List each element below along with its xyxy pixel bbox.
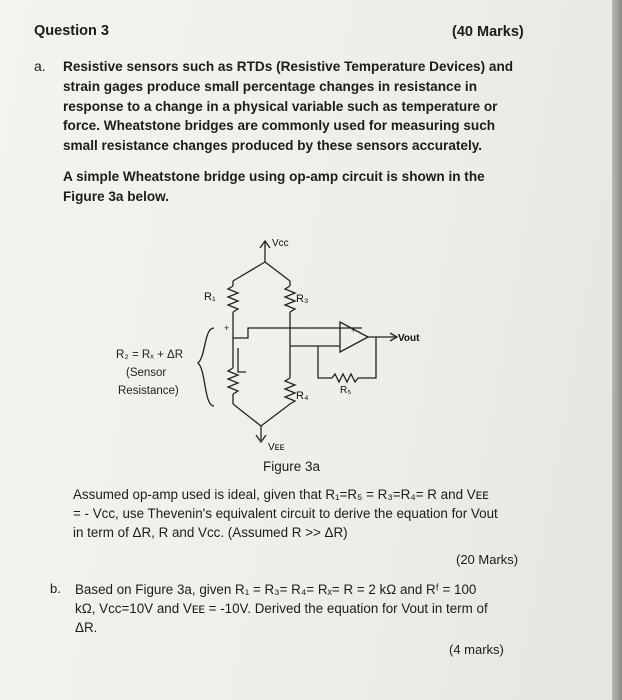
part-a-task <box>73 485 543 542</box>
text-line: in term of ΔR, R and Vcc. (Assumed R >> ΔR) <box>73 525 348 540</box>
figure-caption: Figure 3a <box>263 459 321 474</box>
text-line: Based on Figure 3a, given R₁ = R₃= R₄= Rₓ= R = 2 kΩ and Rᶠ = 100 <box>75 582 477 597</box>
vee-label: Vᴇᴇ <box>268 442 285 453</box>
vcc-label: Vcc <box>272 238 289 249</box>
part-b-paragraph <box>75 580 545 637</box>
r1-resistor <box>228 286 238 312</box>
text-line: kΩ, Vcc=10V and Vᴇᴇ = -10V. Derived the equation for Vout in term of <box>75 601 488 616</box>
vout-label: Vout <box>398 333 420 344</box>
part-b-marks: (4 marks) <box>449 642 504 657</box>
paper-edge <box>612 0 622 700</box>
r5-label: R₅ <box>340 385 352 396</box>
wire-bottom-left <box>233 404 261 426</box>
question-title: Question 3 <box>34 23 109 39</box>
r5-resistor <box>332 374 358 382</box>
text-line: A simple Wheatstone bridge using op-amp circuit is shown in the <box>63 169 485 184</box>
part-b-label: b. <box>50 581 61 596</box>
text-line: Assumed op-amp used is ideal, given that R₁=R₅ = R₃=R₄= R and Vᴇᴇ <box>73 487 489 502</box>
wire-feedback-right <box>358 337 376 378</box>
r3-resistor <box>285 286 295 312</box>
text-line: = - Vcc, use Thevenin's equivalent circuit to derive the equation for Vout <box>73 506 498 521</box>
part-a-marks: (20 Marks) <box>456 552 519 567</box>
part-a-intro <box>63 167 543 207</box>
wire-feedback-left <box>318 346 332 378</box>
r4-label: R₄ <box>296 390 309 402</box>
opamp-plus-sign: + <box>351 325 357 335</box>
total-marks: (40 Marks) <box>452 24 524 40</box>
sensor-label-line2: Resistance) <box>118 385 179 397</box>
text-line: Figure 3a below. <box>63 188 170 204</box>
wire-bottom-right <box>261 404 290 426</box>
wire-to-opamp-plus <box>233 328 362 338</box>
r2-resistor <box>228 368 238 394</box>
sensor-brace <box>198 328 214 406</box>
text-line: response to a change in a physical variable such as temperature or <box>63 98 498 114</box>
wire-top-right <box>265 262 290 281</box>
text-line: small resistance changes produced by these sensors accurately. <box>63 138 483 154</box>
text-line: force. Wheatstone bridges are commonly used for measuring such <box>63 118 496 134</box>
r1-label: R₁ <box>204 291 216 303</box>
r2-equation-label: R₂ = Rₓ + ΔR <box>116 349 184 361</box>
wire-top-left <box>233 262 265 281</box>
sensor-plus-sign: + <box>224 323 230 333</box>
wheatstone-bridge-circuit <box>100 228 460 460</box>
part-a-label: a. <box>34 58 46 74</box>
text-line: ΔR. <box>75 620 98 635</box>
sensor-symbol-icon <box>238 348 246 372</box>
r3-label: R₃ <box>296 293 309 305</box>
part-a-paragraph <box>63 57 543 156</box>
text-line: Resistive sensors such as RTDs (Resistive Temperature Devices) and <box>63 59 514 74</box>
r4-resistor <box>285 378 295 404</box>
sensor-label-line1: (Sensor <box>126 367 167 379</box>
text-line: strain gages produce small percentage changes in resistance in <box>63 78 478 94</box>
